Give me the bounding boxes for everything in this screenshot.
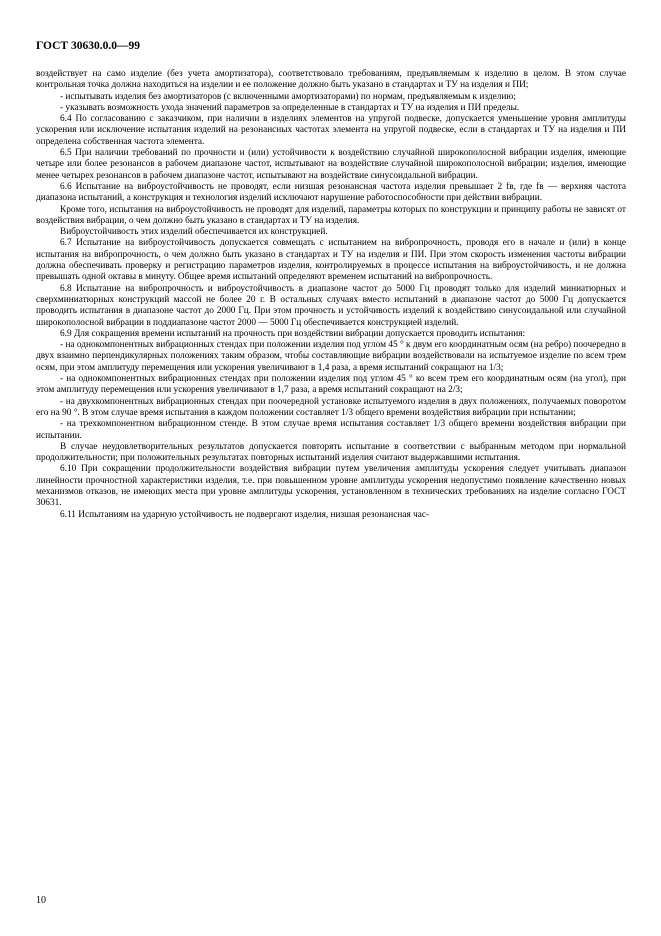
paragraph: Кроме того, испытания на виброустойчивость не проводят для изделий, параметры которых по конструкции и принципу работы не зависят от воздействия вибрации, о чем должно быть указано в стандартах и ТУ на изделия. [36, 204, 626, 226]
paragraph: - указывать возможность ухода значений параметров за определенные в стандартах и ТУ на изделия и ПИ пределы. [60, 102, 520, 113]
page-header: ГОСТ 30630.0.0—99 [36, 40, 140, 52]
list-item: - на двухкомпонентных вибрационных стендах при поочередной установке испытуемого изделия в двух положениях, получаемых поворотом его на 90 °. В этом случае время испытания в каждом положении составляет 1/3 общего времени воздействия вибрации при испытании; [36, 396, 626, 418]
paragraph: - испытывать изделия без амортизаторов (с включенными амортизаторами) по нормам, предъявляемым к изделию; [60, 91, 516, 102]
paragraph-6-6: 6.6 Испытание на виброустойчивость не проводят, если низшая резонансная частота изделия превышает 2 fв, где fв — верхняя частота диапазона испытаний, а конструкция и технология изделий исключают нарушение работоспособности при действии вибрации. [36, 181, 626, 204]
paragraph: В случае неудовлетворительных результатов допускается повторять испытание в соответствии с выбранным методом при нормальной продолжительности; при положительных результатах повторных испытаний изделия считают выдержавшими испытания. [36, 441, 626, 464]
page-number: 10 [36, 895, 46, 906]
paragraph: Виброустойчивость этих изделий обеспечивается их конструкцией. [60, 227, 328, 238]
paragraph: воздействует на само изделие (без учета амортизатора), соответствовало требованиям, предъявляемым к изделию в целом. В этом случае контрольная точка должна находиться на изделии и ее положение должно быть указано в стандартах и ТУ на изделия и ПИ; [36, 69, 626, 91]
paragraph-6-8: 6.8 Испытание на вибропрочность и виброустойчивость в диапазоне частот до 5000 Гц проводят только для изделий миниатюрных и сверхминиатюрных конструкций массой не более 20 г. В остальных случаях вместо испытаний в диапазоне частот до 5000 Гц допускается проводить испытания в диапазоне частот до 2000 Гц. При этом прочность и устойчивость изделий к воздействию синусоидальной или случайной широкополосной вибрации в поддиапазоне частот 2000 — 5000 Гц обеспечивается конструкцией изделий. [36, 283, 626, 328]
body-text [36, 69, 626, 521]
paragraph-6-10: 6.10 При сокращении продолжительности воздействия вибрации путем увеличения амплитуды ускорения следует учитывать диапазон линейности прочностной характеристики изделия, т.е. при повышенном уровне амплитуды ускорения недопустимо появление качественно новых механизмов отказов, не имеющих места при уровне амплитуды ускорения, установленном в технических требованиях на изделие согласно ГОСТ 30631. [36, 464, 626, 509]
list-item: - на однокомпонентных вибрационных стендах при положении изделия под углом 45 ° к двум его координатным осям (на ребро) поочередно в двух взаимно перпендикулярных положениях таким образом, чтобы составляющие вибрации воздействовали на испытуемое изделие по всем трем осям, при этом амплитуду перемещения или ускорения увеличивают в 1,4 раза, а время испытаний сокращают на 1/3; [36, 340, 626, 373]
paragraph-6-11: 6.11 Испытаниям на ударную устойчивость не подвергают изделия, низшая резонансная час- [60, 509, 430, 520]
list-item: - на трехкомпонентном вибрационном стенде. В этом случае время испытания составляет 1/3 общего времени воздействия вибрации при испытании. [36, 419, 626, 441]
paragraph-6-4: 6.4 По согласованию с заказчиком, при наличии в изделиях элементов на упругой подвеске, допускается уменьшение уровня амплитуды ускорения или исключение испытания изделий на резонансных частотах элемента на упругой подвеске, если в стандартах и ТУ на изделия и ПИ определена собственная частота элемента. [36, 114, 626, 147]
paragraph-6-9: 6.9 Для сокращения времени испытаний на прочность при воздействии вибрации допускается проводить испытания: [60, 328, 526, 339]
list-item: - на однокомпонентных вибрационных стендах при положении изделия под углом 45 ° ко всем трем его координатным осям (на угол), при этом амплитуду перемещения или ускорения увеличивают в 1,7 раза, а время испытаний сокращают на 2/3; [36, 374, 626, 396]
paragraph-6-7: 6.7 Испытание на виброустойчивость допускается совмещать с испытанием на вибропрочность, проводя его в начале и (или) в конце испытания на вибропрочность, о чем должно быть указано в стандартах и ТУ на изделия и ПИ. При этом скорость изменения частоты вибрации должна обеспечивать проверку и регистрацию параметров изделия, контролируемых в процессе испытания на виброустойчивость, и не должна превышать одной октавы в минуту. Общее время испытаний определяют временем испытаний на вибропрочность. [36, 238, 626, 283]
paragraph-6-5: 6.5 При наличии требований по прочности и (или) устойчивости к воздействию случайной широкополосной вибрации изделия, имеющие четыре или более резонансов в рабочем диапазоне частот, испытывают на воздействие случайной широкополосной вибрации; изделия, имеющие менее четырех резонансов в рабочем диапазоне частот, испытывают на воздействие синусоидальной вибрации. [36, 148, 626, 181]
